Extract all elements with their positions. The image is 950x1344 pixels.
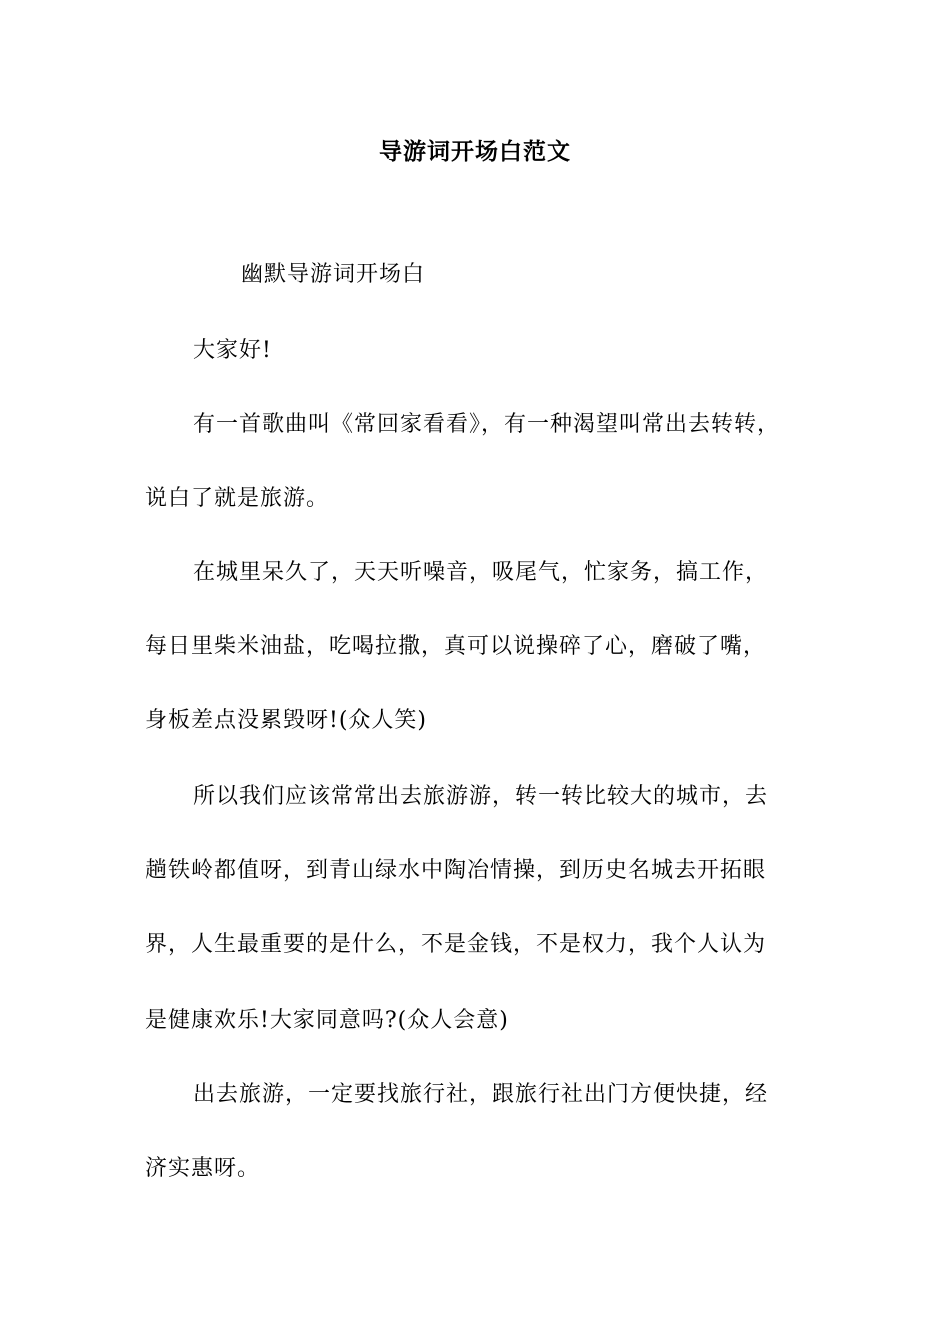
paragraph-line: 身板差点没累毁呀!(众人笑) — [145, 708, 428, 733]
paragraph-line: 出去旅游，一定要找旅行社，跟旅行社出门方便快捷，经 — [193, 1082, 769, 1107]
document-title: 导游词开场白范文 — [379, 138, 571, 165]
paragraph-line: 趟铁岭都值呀，到青山绿水中陶冶情操，到历史名城去开拓眼 — [145, 858, 767, 883]
section-heading: 幽默导游词开场白 — [241, 262, 426, 287]
paragraph-line: 有一首歌曲叫《常回家看看》，有一种渴望叫常出去转转， — [193, 412, 781, 437]
paragraph-line: 大家好! — [193, 338, 272, 363]
paragraph-line: 每日里柴米油盐，吃喝拉撒，真可以说操碎了心，磨破了嘴， — [145, 634, 767, 659]
paragraph-line: 济实惠呀。 — [145, 1156, 261, 1181]
paragraph-line: 界，人生最重要的是什么，不是金钱，不是权力，我个人认为 — [145, 932, 767, 957]
paragraph-line: 说白了就是旅游。 — [145, 486, 330, 511]
paragraph-line: 在城里呆久了，天天听噪音，吸尾气，忙家务，搞工作， — [193, 560, 769, 585]
paragraph-line: 所以我们应该常常出去旅游游，转一转比较大的城市，去 — [193, 784, 769, 809]
paragraph-line: 是健康欢乐!大家同意吗?(众人会意) — [145, 1008, 509, 1033]
